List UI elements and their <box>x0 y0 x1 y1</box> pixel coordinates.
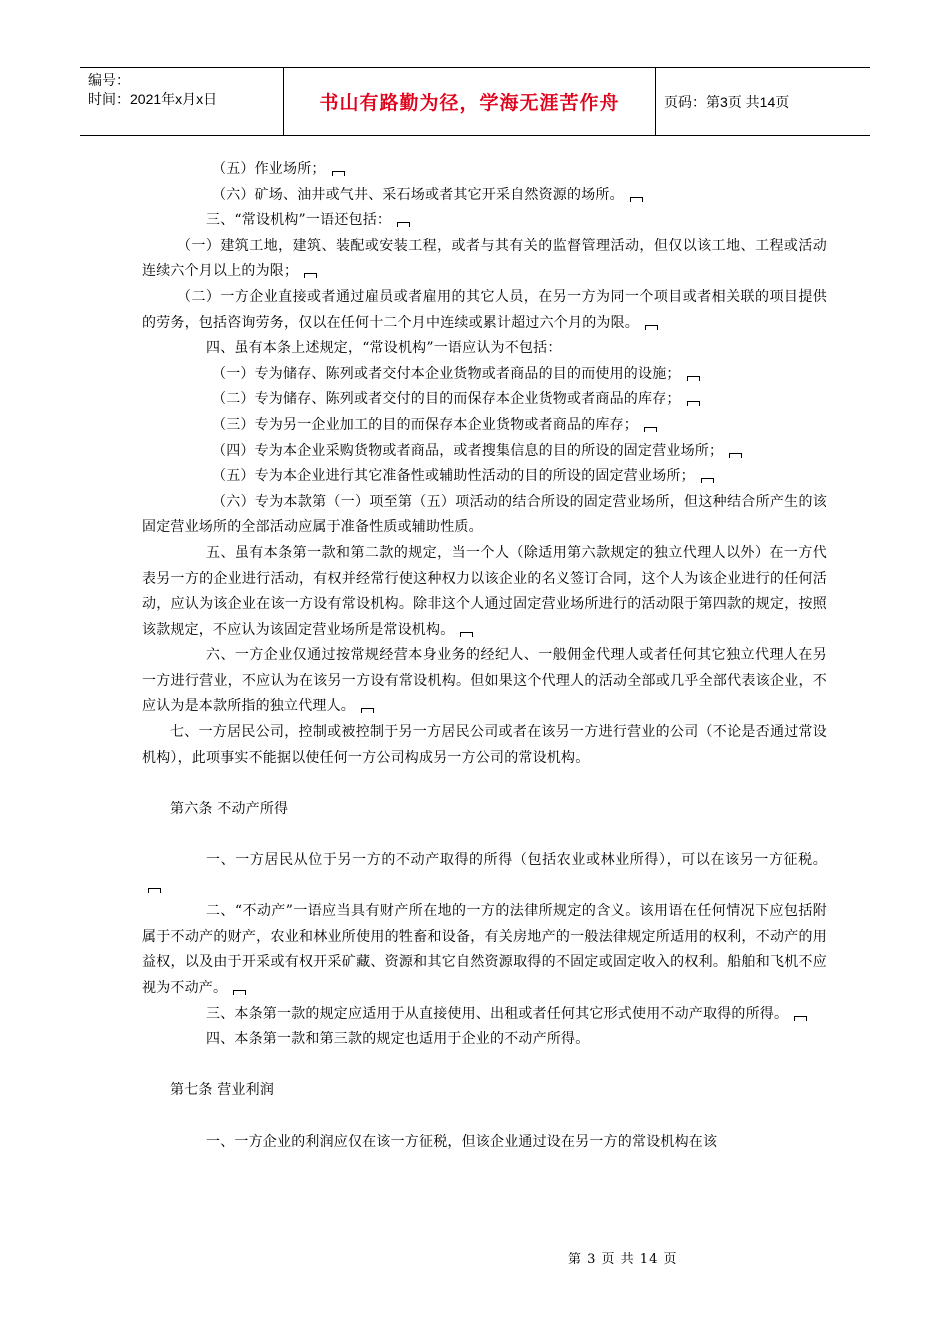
paragraph: 四、本条第一款和第三款的规定也适用于企业的不动产所得。 <box>206 1031 590 1048</box>
paragraph: （五）作业场所； <box>142 157 827 183</box>
paragraph: （一）建筑工地，建筑、装配或安装工程，或者与其有关的监督管理活动，但仅以该工地、工程或活动连续六个月以上的为限； <box>142 237 827 280</box>
article-heading: 第七条 营业利润 <box>170 1082 275 1099</box>
paragraph: （六）矿场、油井或气井、采石场或者其它开采自然资源的场所。 <box>142 183 827 209</box>
paragraph-mark-icon <box>687 376 700 381</box>
paragraph: （二）一方企业直接或者通过雇员或者雇用的其它人员，在另一方为同一个项目或者相关联的项目提供的劳务，包括咨询劳务，仅以在任何十二个月中连续或累计超过六个月的为限。 <box>142 288 827 331</box>
paragraph-mark-icon <box>794 1016 807 1021</box>
date-label: 时间：2021年x月x日 <box>88 91 218 107</box>
paragraph: 一、一方居民从位于另一方的不动产取得的所得（包括农业或林业所得），可以在该另一方征税。 <box>142 848 827 899</box>
paragraph: 五、虽有本条第一款和第二款的规定，当一个人（除适用第六款规定的独立代理人以外）在一方代表另一方的企业进行活动，有权并经常行使这种权力以该企业的名义签订合同，这个人为该企业进行的任何活动，应认为该企业在该一方设有常设机构。除非这个人通过固定营业场所进行的活动限于第四款的规定，按照该款规定，不应认为该固定营业场所是常设机构。 <box>142 544 827 638</box>
paragraph: （三）专为另一企业加工的目的而保存本企业货物或者商品的库存； <box>142 413 827 439</box>
header-motto-cell <box>283 68 656 135</box>
paragraph: （五）专为本企业进行其它准备性或辅助性活动的目的所设的固定营业场所； <box>142 464 827 490</box>
paragraph-mark-icon <box>233 990 246 995</box>
paragraph: 四、虽有本条上述规定，“常设机构”一语应认为不包括： <box>206 340 562 357</box>
paragraph-mark-icon <box>304 273 317 278</box>
paragraph-mark-icon <box>361 708 374 713</box>
paragraph-mark-icon <box>701 478 714 483</box>
motto-text: 书山有路勤为径，学海无涯苦作舟 <box>319 92 620 114</box>
paragraph-mark-icon <box>397 222 410 227</box>
document-body <box>142 157 827 1155</box>
paragraph: 三、本条第一款的规定应适用于从直接使用、出租或者任何其它形式使用不动产取得的所得。 <box>142 1002 827 1028</box>
paragraph-mark-icon <box>630 197 643 202</box>
header-meta-cell <box>80 68 283 135</box>
paragraph-mark-icon <box>460 632 473 637</box>
paragraph: 二、“不动产”一语应当具有财产所在地的一方的法律所规定的含义。该用语在任何情况下应包括附属于不动产的财产，农业和林业所使用的牲畜和设备，有关房地产的一般法律规定所适用的权利，不动产的用益权，以及由于开采或有权开采矿藏、资源和其它自然资源取得的不固定或固定收入的权利。船舶和飞机不应视为不动产。 <box>142 903 827 996</box>
paragraph-mark-icon <box>148 888 161 893</box>
page-footer: 第 3 页 共 14 页 <box>568 1252 678 1267</box>
header-page-cell <box>656 68 870 135</box>
paragraph-mark-icon <box>729 453 742 458</box>
article-heading: 第六条 不动产所得 <box>170 800 289 817</box>
document-header <box>80 67 870 136</box>
paragraph: （二）专为储存、陈列或者交付的目的而保存本企业货物或者商品的库存； <box>142 387 827 413</box>
paragraph: （一）专为储存、陈列或者交付本企业货物或者商品的目的而使用的设施； <box>142 362 827 388</box>
paragraph: 三、“常设机构”一语还包括： <box>142 208 827 234</box>
paragraph-mark-icon <box>644 427 657 432</box>
paragraph: 一、一方企业的利润应仅在该一方征税，但该企业通过设在另一方的常设机构在该 <box>206 1133 718 1150</box>
paragraph: 七、一方居民公司，控制或被控制于另一方居民公司或者在该另一方进行营业的公司（不论是否通过常设机构），此项事实不能据以使任何一方公司构成另一方公司的常设机构。 <box>142 724 827 766</box>
paragraph-mark-icon <box>687 401 700 406</box>
number-label: 编号： <box>88 72 130 88</box>
paragraph: （四）专为本企业采购货物或者商品，或者搜集信息的目的所设的固定营业场所； <box>142 439 827 465</box>
paragraph: （六）专为本款第（一）项至第（五）项活动的结合所设的固定营业场所，但这种结合所产生的该固定营业场所的全部活动应属于准备性质或辅助性质。 <box>142 493 827 536</box>
paragraph-mark-icon <box>332 171 345 176</box>
paragraph: 六、一方企业仅通过按常规经营本身业务的经纪人、一般佣金代理人或者任何其它独立代理人在另一方进行营业，不应认为在该另一方设有常设机构。但如果这个代理人的活动全部或几乎全部代表该企业，不应认为是本款所指的独立代理人。 <box>142 647 827 715</box>
paragraph-mark-icon <box>645 325 658 330</box>
page-info: 页码：第3页 共14页 <box>664 93 790 110</box>
